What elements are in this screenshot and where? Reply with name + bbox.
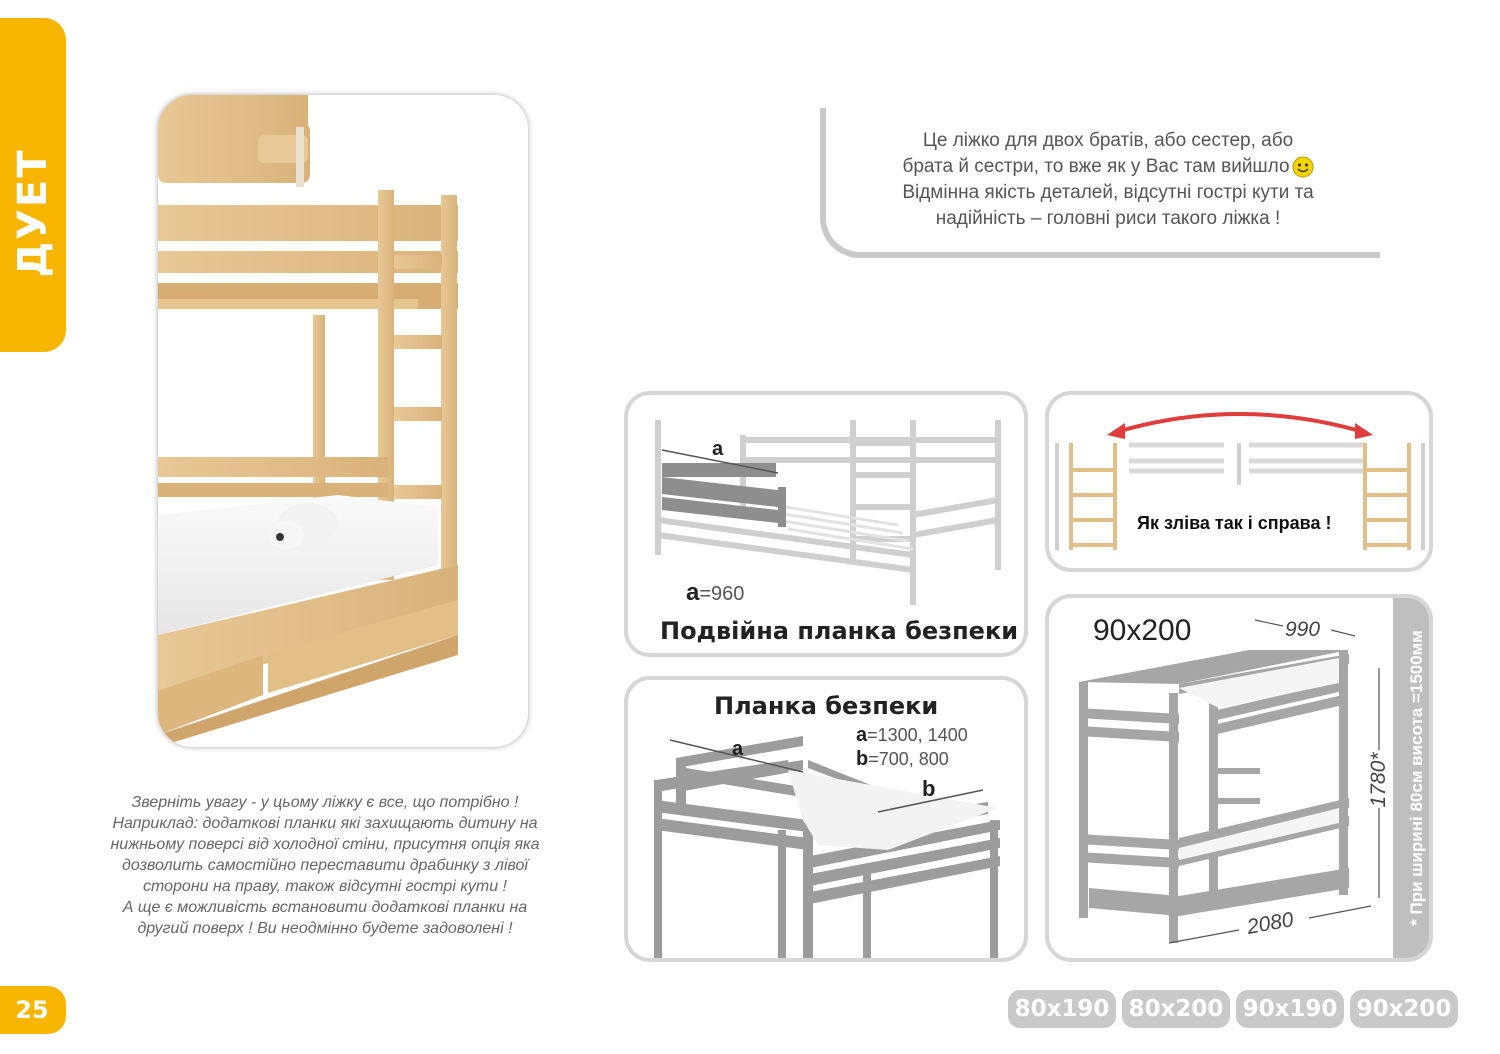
page-number: 25 <box>15 996 49 1024</box>
page-number-tab <box>0 986 66 1034</box>
bed-size-label: 90x200 <box>1093 614 1192 647</box>
dimensions-panel <box>1045 594 1433 962</box>
dim-letter-a: a <box>712 438 724 460</box>
height-dimension: 1780* <box>1367 752 1390 808</box>
size-option-80x200: 80x200 <box>1122 990 1230 1028</box>
feature-note <box>70 792 580 939</box>
bed-dimensions-diagram <box>1049 598 1399 958</box>
reversible-ladder-panel <box>1045 391 1433 572</box>
note-line: нижньому поверсі від холодної стіни, присутня опція яка <box>110 836 540 853</box>
intro-block <box>820 108 1380 258</box>
reversible-caption: Як зліва так і справа ! <box>1137 513 1332 533</box>
safety-rail-title: Планка безпеки <box>714 692 939 720</box>
intro-line: брата й сестри, то вже як у Вас там вийшло <box>838 154 1378 180</box>
intro-line: надійність – головні риси такого ліжка ! <box>935 208 1281 229</box>
product-title: ДУЕТ <box>10 148 56 278</box>
intro-line: Це ліжко для двох братів, або сестер, або <box>922 130 1294 151</box>
size-option-90x200: 90x200 <box>1350 990 1458 1028</box>
intro-line: Відмінна якість деталей, відсутні гострі кути та <box>902 182 1314 203</box>
bunk-bed-illustration <box>158 95 528 747</box>
safety-rail-panel <box>624 676 1028 962</box>
intro-text <box>838 128 1378 232</box>
note-line: дозволить самостійно переставити драбинку з лівої <box>122 857 528 874</box>
safety-rail-diagram <box>628 680 1028 962</box>
double-rail-panel <box>624 391 1028 657</box>
smiley-icon <box>1292 156 1314 178</box>
width-dimension: 990 <box>1285 618 1321 641</box>
note-line: Зверніть увагу - у цьому ліжку є все, що потрібно ! <box>131 794 519 811</box>
note-line: Наприклад: додаткові планки які захищають дитину на <box>112 815 538 832</box>
note-line: сторони на праву, також відсутні гострі кути ! <box>142 878 507 895</box>
dim-letter-b: b <box>922 776 936 801</box>
double-rail-dimension: a=960 <box>686 579 745 606</box>
double-rail-caption: Подвійна планка безпеки <box>660 617 1019 645</box>
size-option-80x190: 80x190 <box>1008 990 1116 1028</box>
product-photo <box>158 95 528 747</box>
side-tab <box>0 18 66 352</box>
dim-letter-a: a <box>732 738 744 760</box>
length-dimension: 2080 <box>1245 908 1296 939</box>
size-option-90x190: 90x190 <box>1236 990 1344 1028</box>
reversible-ladder-diagram <box>1049 395 1433 572</box>
size-options <box>1008 990 1458 1030</box>
height-footnote: * При ширині 80см висота =1500мм <box>1407 630 1426 926</box>
note-line: другий поверх ! Ви неодмінно будете задоволені ! <box>137 920 513 937</box>
note-line: А ще є можливість встановити додаткові планки на <box>122 899 528 916</box>
safety-rail-dimensions: a=1300, 1400 b=700, 800 <box>856 724 968 770</box>
